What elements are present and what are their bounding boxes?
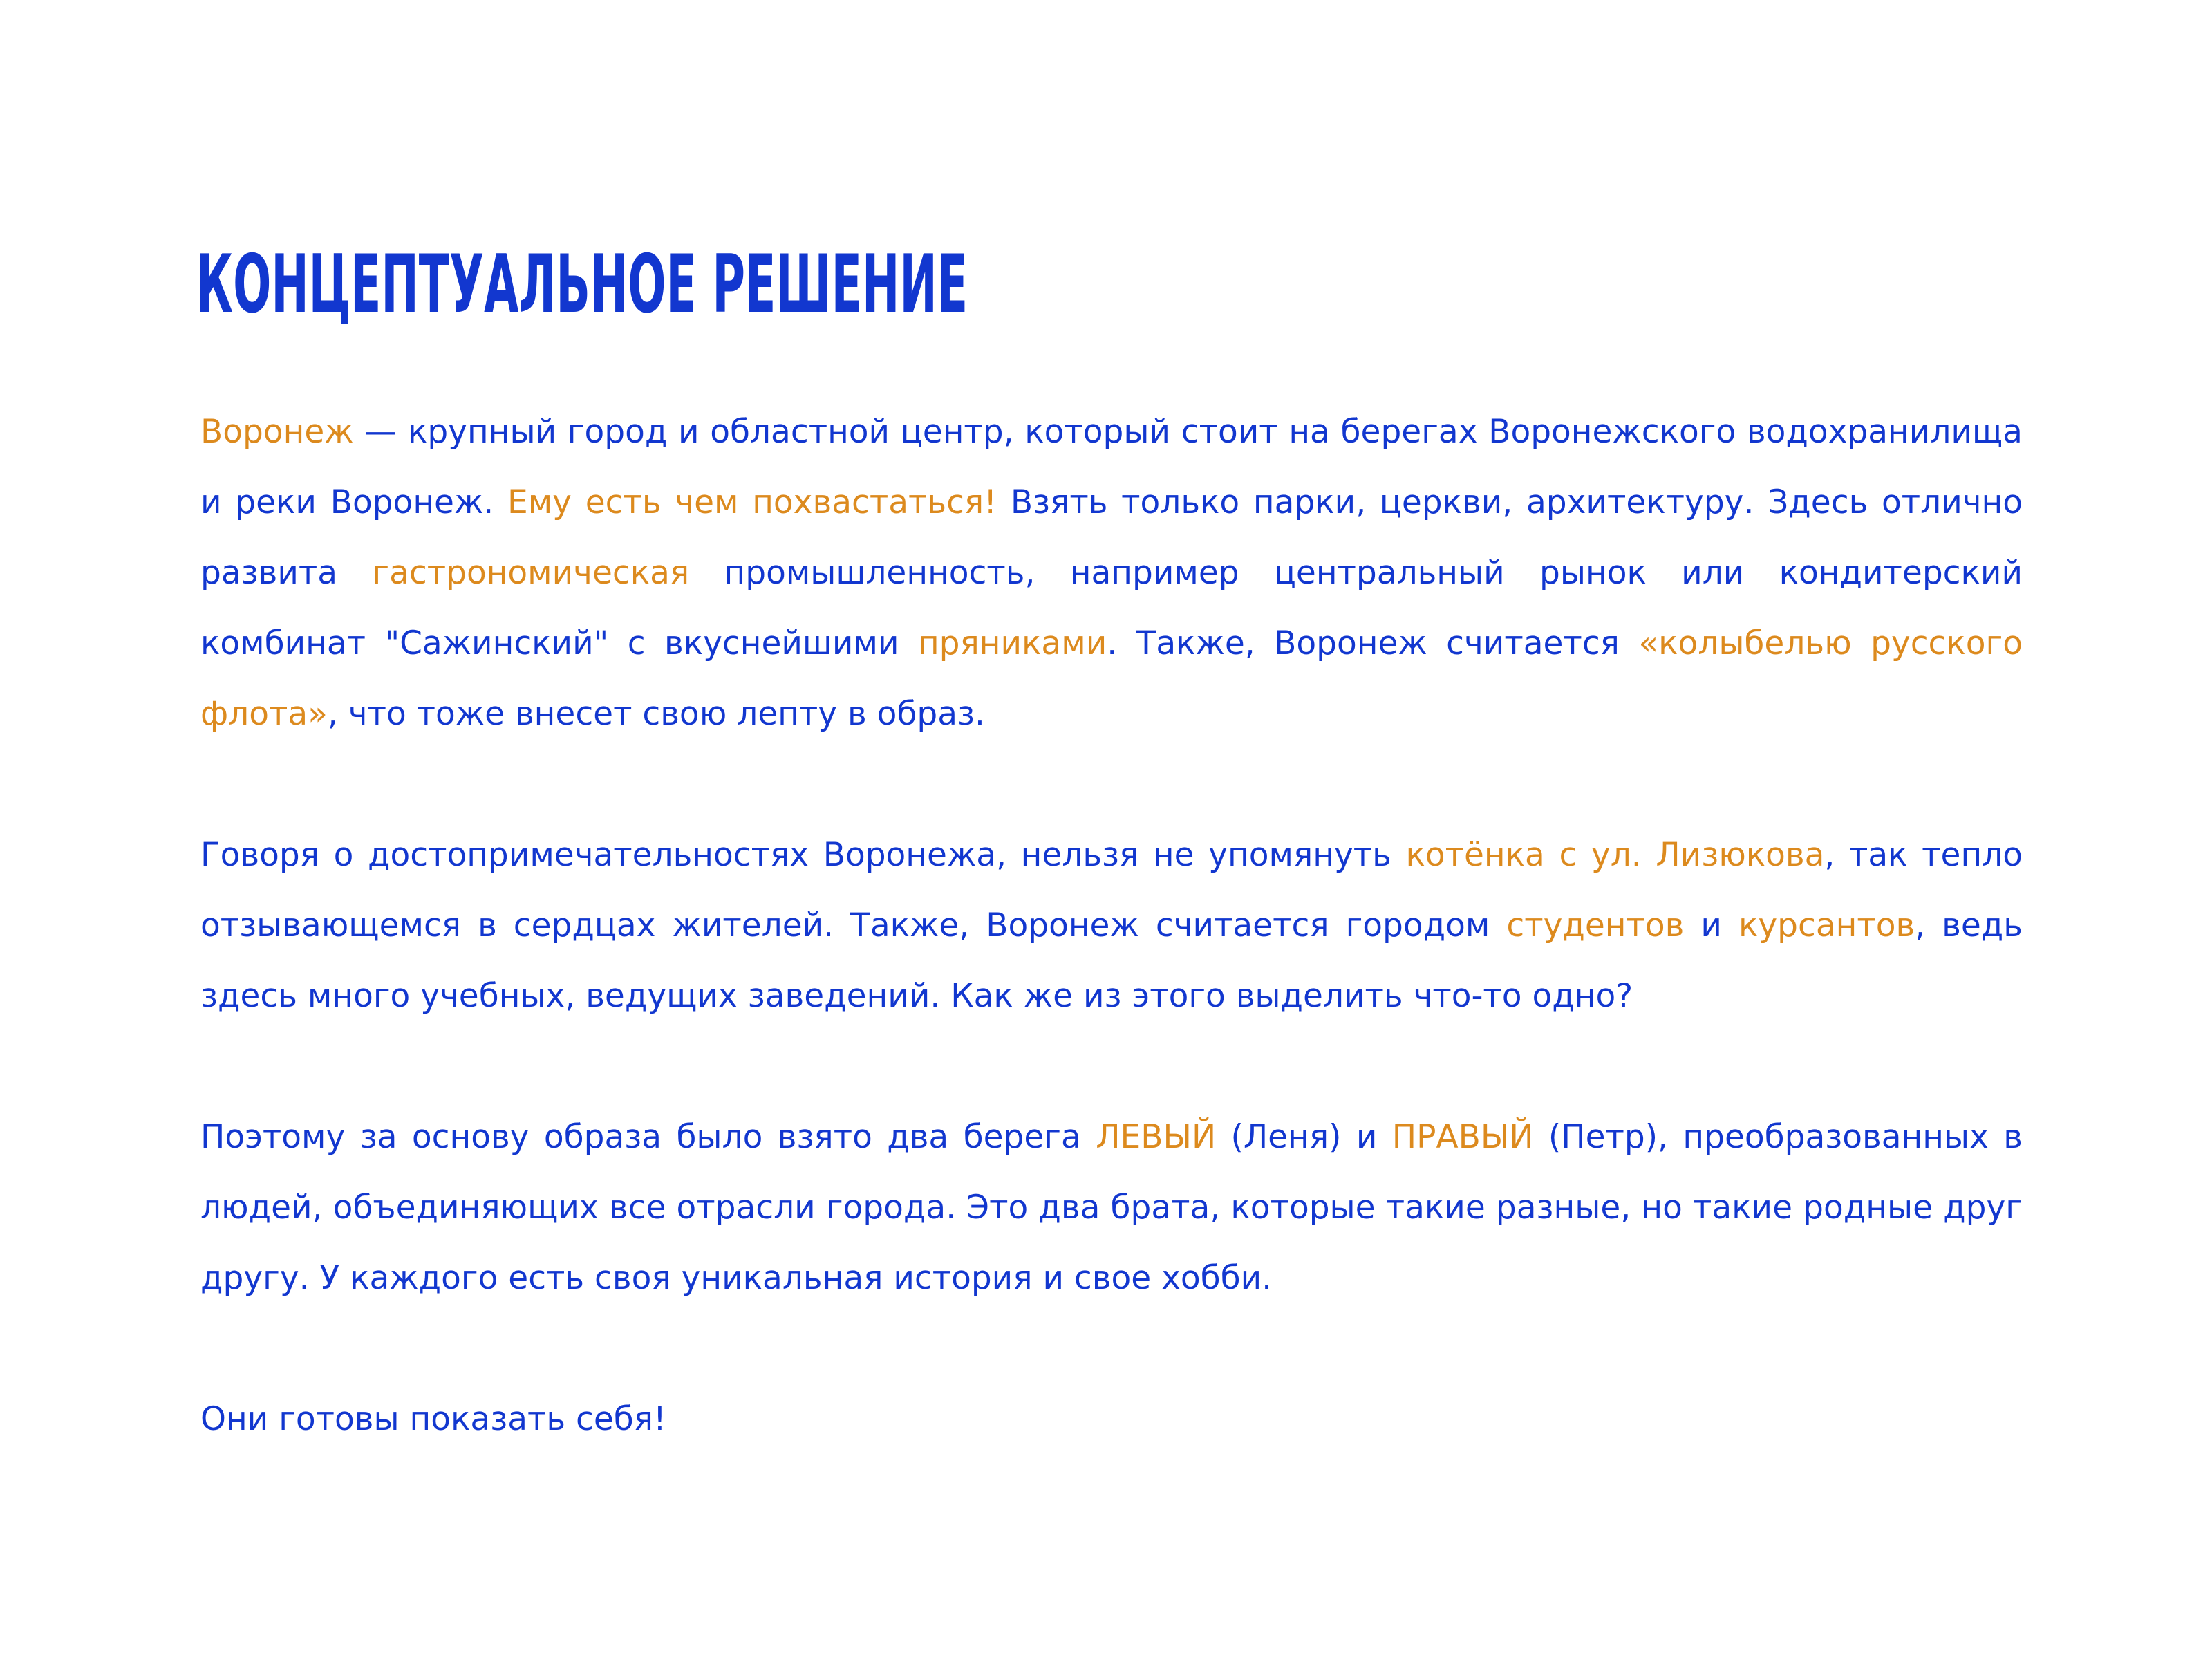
text-segment: , что тоже внесет свою лепту в образ.: [327, 695, 985, 733]
text-segment: — крупный город и областной центр, который стоит на берегах Воронежского водохранилища и реки Воронеж.: [200, 413, 2023, 521]
text-segment: . Также, Воронеж считается: [1107, 624, 1639, 662]
text-segment: промышленность, например центральный рынок или кондитерский комбинат "Сажинский" с вкуснейшими: [200, 554, 2023, 662]
highlight-kitten: котёнка с ул. Лизюкова: [1405, 836, 1825, 874]
highlight-cadets: курсантов: [1738, 906, 1915, 944]
highlight-left: ЛЕВЫЙ: [1096, 1118, 1217, 1156]
text-segment: Взять только парки, церкви, архитектуру. Здесь отлично развита: [200, 483, 2023, 592]
text-segment: и: [1684, 906, 1738, 944]
paragraph-1: [200, 397, 2023, 749]
highlight-fleet-cradle: «колыбелью русского флота»: [200, 624, 2023, 733]
body-text: [200, 397, 2023, 1455]
text-segment: , так тепло отзывающемся в сердцах жителей. Также, Воронеж считается городом: [200, 836, 2023, 944]
highlight-right: ПРАВЫЙ: [1391, 1118, 1534, 1156]
paragraph-4: [200, 1384, 2023, 1455]
highlight-gingerbread: пряниками: [917, 624, 1107, 662]
paragraph-2: [200, 820, 2023, 1032]
page-title: КОНЦЕПТУАЛЬНОЕ РЕШЕНИЕ: [196, 238, 968, 331]
text-segment: Поэтому за основу образа было взято два берега: [200, 1118, 1096, 1156]
highlight-voronezh: Воронеж: [200, 413, 354, 451]
text-segment: (Петр), преобразованных в людей, объединяющих все отрасли города. Это два брата, которые такие разные, но такие родные друг другу. У каждого есть своя уникальная история и свое хобби.: [200, 1118, 2023, 1297]
highlight-gastronomy: гастрономическая: [372, 554, 690, 592]
paragraph-3: [200, 1102, 2023, 1314]
text-segment: (Леня) и: [1216, 1118, 1392, 1156]
highlight-boast: Ему есть чем похвастаться!: [507, 483, 997, 521]
text-segment: , ведь здесь много учебных, ведущих заведений. Как же из этого выделить что-то одно?: [200, 906, 2023, 1015]
highlight-students: студентов: [1506, 906, 1685, 944]
text-segment: Они готовы показать себя!: [200, 1400, 666, 1438]
text-segment: Говоря о достопримечательностях Воронежа, нельзя не упомянуть: [200, 836, 1406, 874]
